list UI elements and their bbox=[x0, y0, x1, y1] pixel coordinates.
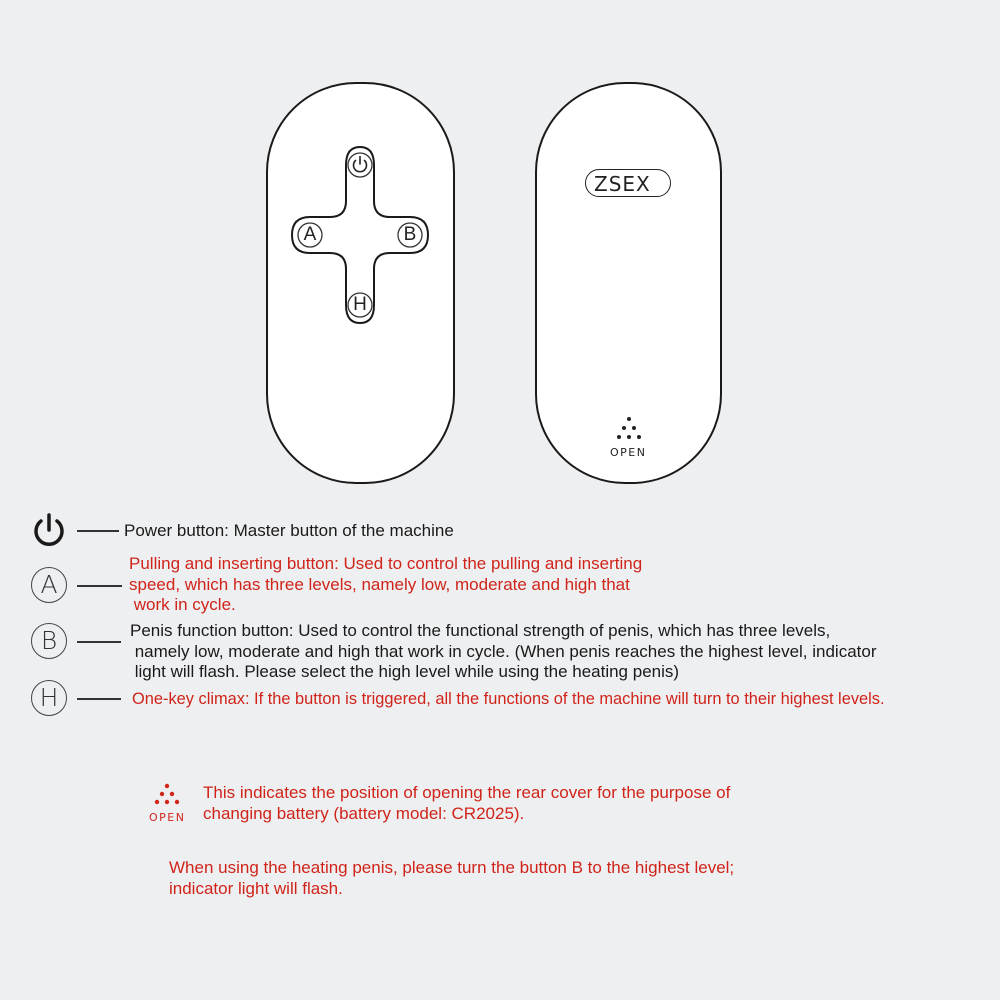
legend-a-text: Pulling and inserting button: Used to control the pulling and inserting speed, which has three levels, namely low, moderate and high that work in cycle. bbox=[129, 554, 643, 614]
legend-power-text: Power button: Master button of the machine bbox=[124, 521, 454, 540]
leader-line bbox=[77, 585, 122, 587]
leader-line bbox=[77, 530, 119, 532]
button-b-label: B bbox=[403, 224, 417, 245]
power-icon bbox=[30, 512, 68, 550]
leader-line bbox=[77, 641, 121, 643]
legend-h-icon: H bbox=[31, 680, 67, 716]
heating-note-text: When using the heating penis, please turn the button B to the highest level; indicator light will flash. bbox=[169, 858, 735, 898]
legend-h-text: One-key climax: If the button is triggered, all the functions of the machine will turn to their highest levels. bbox=[132, 690, 885, 708]
legend-a-icon: A bbox=[31, 567, 67, 603]
open-note-label: OPEN bbox=[149, 811, 186, 824]
logo: ZSEX bbox=[594, 172, 651, 196]
open-dots-icon bbox=[614, 415, 644, 443]
legend-b-text: Penis function button: Used to control the functional strength of penis, which has three levels, namely low, moderate and high that work in cycle. (When penis reaches the highest level, indicator light will flash. Please select the high level while using the heating penis) bbox=[130, 621, 877, 681]
button-h-label: H bbox=[353, 294, 367, 315]
leader-line bbox=[77, 698, 121, 700]
open-note-text: This indicates the position of opening the rear cover for the purpose of changing battery (battery model: CR2025). bbox=[203, 783, 731, 823]
open-dots-icon bbox=[153, 782, 181, 808]
open-label: OPEN bbox=[610, 446, 647, 459]
legend-b-icon: B bbox=[31, 623, 67, 659]
button-a-label: A bbox=[303, 224, 317, 245]
